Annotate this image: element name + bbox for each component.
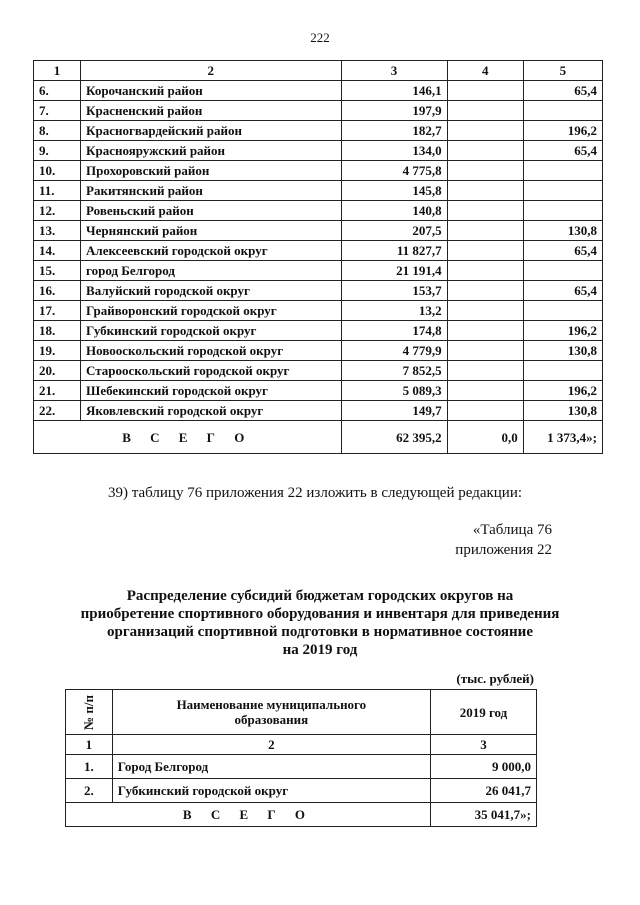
row-value-col4 — [447, 361, 523, 381]
row-name: город Белгород — [81, 261, 341, 281]
table-header-row — [66, 690, 537, 735]
column-header: 4 — [447, 61, 523, 81]
row-number: 8. — [34, 121, 81, 141]
row-value-col5 — [523, 201, 602, 221]
total-col5: 1 373,4»; — [523, 421, 602, 454]
row-value-col4 — [447, 301, 523, 321]
column-number: 3 — [430, 735, 536, 755]
total-col4: 0,0 — [447, 421, 523, 454]
row-value-col4 — [447, 121, 523, 141]
table-row — [34, 321, 603, 341]
row-name: Губкинский городской округ — [81, 321, 341, 341]
row-value-col5: 65,4 — [523, 141, 602, 161]
row-value-col4 — [447, 281, 523, 301]
row-number: 15. — [34, 261, 81, 281]
table-row — [34, 221, 603, 241]
title-line: организаций спортивной подготовки в нормативное состояние — [107, 624, 533, 640]
column-header-number: № п/п — [66, 690, 113, 735]
row-value-col3: 197,9 — [341, 101, 447, 121]
total-row — [66, 803, 537, 827]
row-value-col5: 196,2 — [523, 121, 602, 141]
row-value-col5: 196,2 — [523, 381, 602, 401]
row-name: Ровеньский район — [81, 201, 341, 221]
subsidy-table-2019 — [65, 689, 537, 827]
row-value-col5: 130,8 — [523, 401, 602, 421]
row-value-col5: 130,8 — [523, 221, 602, 241]
row-number: 1. — [66, 755, 113, 779]
row-number: 2. — [66, 779, 113, 803]
table-row — [34, 201, 603, 221]
row-value-col3: 4 779,9 — [341, 341, 447, 361]
total-row — [34, 421, 603, 454]
page-number: 222 — [310, 30, 330, 45]
row-name: Корочанский район — [81, 81, 341, 101]
column-header-year: 2019 год — [430, 690, 536, 735]
table-row — [34, 301, 603, 321]
row-name: Шебекинский городской округ — [81, 381, 341, 401]
table-row — [34, 101, 603, 121]
table-row — [34, 381, 603, 401]
table-row — [34, 401, 603, 421]
row-value-col4 — [447, 81, 523, 101]
row-value-col5 — [523, 301, 602, 321]
table-row — [34, 361, 603, 381]
row-number: 11. — [34, 181, 81, 201]
total-label: В С Е Г О — [34, 421, 342, 454]
total-value: 35 041,7»; — [430, 803, 536, 827]
table-row — [34, 161, 603, 181]
row-value-col3: 5 089,3 — [341, 381, 447, 401]
row-name: Красногвардейский район — [81, 121, 341, 141]
row-number: 21. — [34, 381, 81, 401]
row-value-col5 — [523, 361, 602, 381]
row-value-col3: 140,8 — [341, 201, 447, 221]
table-row — [34, 141, 603, 161]
row-number: 14. — [34, 241, 81, 261]
row-number: 10. — [34, 161, 81, 181]
total-col3: 62 395,2 — [341, 421, 447, 454]
row-name: Город Белгород — [112, 755, 430, 779]
row-number: 12. — [34, 201, 81, 221]
row-value-col3: 7 852,5 — [341, 361, 447, 381]
row-value-col5 — [523, 161, 602, 181]
row-value-col4 — [447, 381, 523, 401]
row-value-col3: 11 827,7 — [341, 241, 447, 261]
row-value-col4 — [447, 341, 523, 361]
row-value-col5 — [523, 261, 602, 281]
row-name: Чернянский район — [81, 221, 341, 241]
row-name: Ракитянский район — [81, 181, 341, 201]
table-row — [34, 121, 603, 141]
row-value-col3: 4 775,8 — [341, 161, 447, 181]
table-header-row — [34, 61, 603, 81]
table-row — [66, 779, 537, 803]
row-name: Старооскольский городской округ — [81, 361, 341, 381]
row-name: Прохоровский район — [81, 161, 341, 181]
row-value-col5: 65,4 — [523, 281, 602, 301]
row-name: Грайворонский городской округ — [81, 301, 341, 321]
row-value-col3: 153,7 — [341, 281, 447, 301]
row-name: Яковлевский городской округ — [81, 401, 341, 421]
table-caption-number: «Таблица 76 — [472, 522, 552, 538]
title-line: на 2019 год — [282, 642, 358, 658]
row-value-col5: 130,8 — [523, 341, 602, 361]
table-caption-appendix: приложения 22 — [455, 542, 552, 558]
row-value-col4 — [447, 141, 523, 161]
amendment-paragraph: 39) таблицу 76 приложения 22 изложить в следующей редакции: — [108, 485, 523, 501]
row-value-col5 — [523, 101, 602, 121]
total-label: В С Е Г О — [66, 803, 431, 827]
title-line: приобретение спортивного оборудования и инвентаря для приведения — [80, 606, 560, 622]
table-row — [34, 261, 603, 281]
row-value-col5: 65,4 — [523, 241, 602, 261]
table-row — [34, 181, 603, 201]
row-value: 9 000,0 — [430, 755, 536, 779]
row-value-col3: 174,8 — [341, 321, 447, 341]
column-header: 2 — [81, 61, 341, 81]
row-value-col4 — [447, 321, 523, 341]
row-number: 6. — [34, 81, 81, 101]
row-value-col3: 146,1 — [341, 81, 447, 101]
subsidy-table-continued — [33, 60, 603, 454]
row-value-col3: 207,5 — [341, 221, 447, 241]
row-name: Красненский район — [81, 101, 341, 121]
row-value-col3: 13,2 — [341, 301, 447, 321]
row-number: 18. — [34, 321, 81, 341]
column-header: 3 — [341, 61, 447, 81]
row-value-col4 — [447, 101, 523, 121]
table-row — [34, 241, 603, 261]
row-number: 20. — [34, 361, 81, 381]
column-number: 2 — [112, 735, 430, 755]
column-header: 1 — [34, 61, 81, 81]
row-number: 16. — [34, 281, 81, 301]
row-value-col5: 196,2 — [523, 321, 602, 341]
row-value-col4 — [447, 261, 523, 281]
row-name: Краснояружский район — [81, 141, 341, 161]
row-value-col4 — [447, 201, 523, 221]
title-line: Распределение субсидий бюджетам городских округов на — [126, 588, 514, 604]
row-value: 26 041,7 — [430, 779, 536, 803]
row-value-col4 — [447, 181, 523, 201]
row-name: Губкинский городской округ — [112, 779, 430, 803]
row-value-col3: 145,8 — [341, 181, 447, 201]
row-value-col4 — [447, 221, 523, 241]
row-name: Валуйский городской округ — [81, 281, 341, 301]
column-number-row — [66, 735, 537, 755]
row-number: 9. — [34, 141, 81, 161]
row-number: 13. — [34, 221, 81, 241]
row-value-col4 — [447, 161, 523, 181]
row-name: Новооскольский городской округ — [81, 341, 341, 361]
table-row — [34, 281, 603, 301]
table-row — [34, 81, 603, 101]
row-value-col3: 182,7 — [341, 121, 447, 141]
row-name: Алексеевский городской округ — [81, 241, 341, 261]
units-label: (тыс. рублей) — [456, 671, 534, 686]
row-value-col4 — [447, 241, 523, 261]
row-value-col3: 21 191,4 — [341, 261, 447, 281]
table-row — [34, 341, 603, 361]
table-title — [50, 587, 590, 659]
row-number: 19. — [34, 341, 81, 361]
row-value-col3: 134,0 — [341, 141, 447, 161]
table-row — [66, 755, 537, 779]
column-number: 1 — [66, 735, 113, 755]
row-number: 22. — [34, 401, 81, 421]
row-value-col3: 149,7 — [341, 401, 447, 421]
row-value-col5 — [523, 181, 602, 201]
row-value-col4 — [447, 401, 523, 421]
row-number: 17. — [34, 301, 81, 321]
row-number: 7. — [34, 101, 81, 121]
column-header-name: Наименование муниципального образования — [112, 690, 430, 735]
row-value-col5: 65,4 — [523, 81, 602, 101]
column-header: 5 — [523, 61, 602, 81]
